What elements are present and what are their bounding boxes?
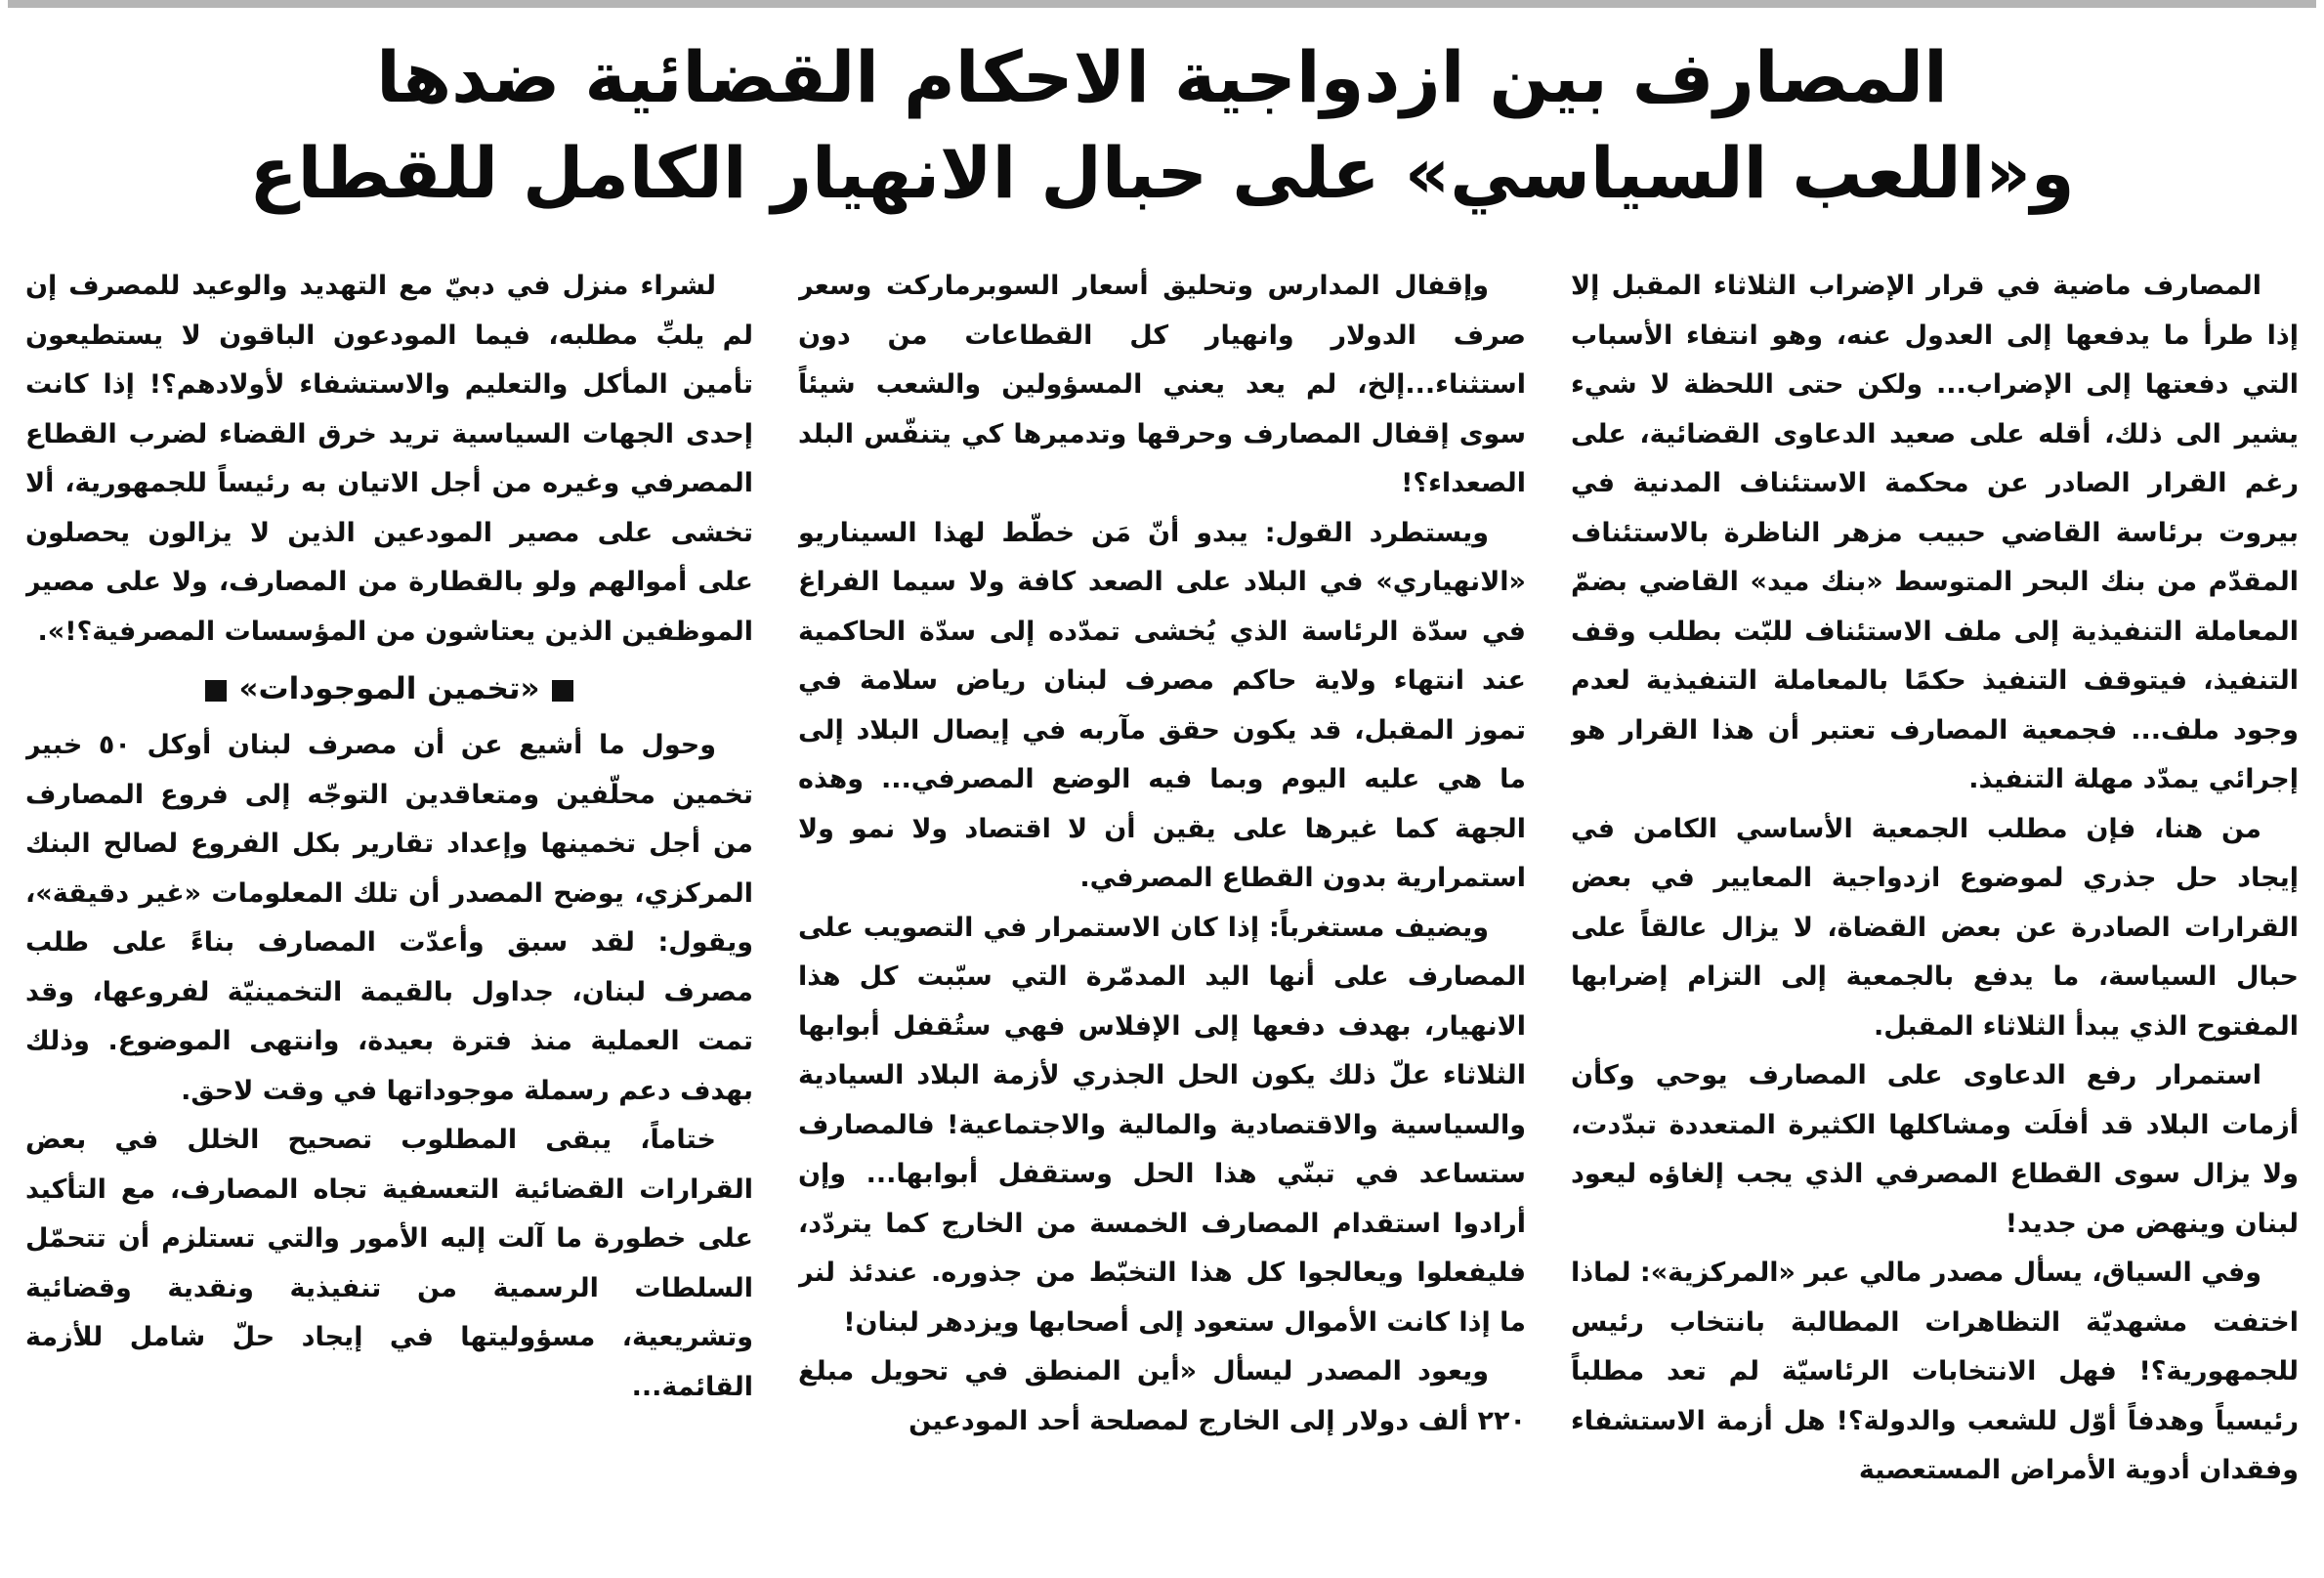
paragraph: ختاماً، يبقى المطلوب تصحيح الخلل في بعض القرارات القضائية التعسفية تجاه المصارف، مع التأكيد على خطورة ما آلت إليه الأمور والتي تستلزم أن تتحمّل السلطات الرسمية من تنفيذية ونقدية وقضائية وتشريعية، مسؤوليتها في إيجاد حلّ شامل للأزمة القائمة... bbox=[25, 1125, 753, 1402]
paragraph: من هنا، فإن مطلب الجمعية الأساسي الكامن في إيجاد حل جذري لموضوع ازدواجية المعايير في بعض القرارات الصادرة عن بعض القضاة، لا يزال عالقاً على حبال السياسة، ما يدفع بالجمعية إلى التزام إضرابها المفتوح الذي يبدأ الثلاثاء المقبل. bbox=[1571, 813, 2299, 1042]
paragraph: استمرار رفع الدعاوى على المصارف يوحي وكأن أزمات البلاد قد أفلَت ومشاكلها الكثيرة المتعددة تبدّدت، ولا يزال سوى القطاع المصرفي الذي يجب إلغاؤه ليعود لبنان وينهض من جديد! bbox=[1571, 1060, 2299, 1239]
square-bullet-icon bbox=[205, 680, 227, 702]
paragraph: وحول ما أشيع عن أن مصرف لبنان أوكل ٥٠ خبير تخمين محلّفين ومتعاقدين التوجّه إلى فروع المصارف من أجل تخمينها وإعداد تقارير بكل الفروع لصالح البنك المركزي، يوضح المصدر أن تلك المعلومات «غير دقيقة»، ويقول: لقد سبق وأعدّت المصارف بناءً على طلب مصرف لبنان، جداول بالقيمة التخمينيّة لفروعها، وقد تمت العملية منذ فترة بعيدة، وانتهى الموضوع. وذلك بهدف دعم رسملة موجوداتها في وقت لاحق. bbox=[25, 730, 753, 1106]
paragraph: وإقفال المدارس وتحليق أسعار السوبرماركت وسعر صرف الدولار وانهيار كل القطاعات من دون استثناء...إلخ، لم يعد يعني المسؤولين والشعب شيئاً سوى إقفال المصارف وحرقها وتدميرها كي يتنفّس البلد الصعداء؟! bbox=[798, 271, 1526, 498]
article-headline bbox=[127, 29, 2197, 244]
column-left bbox=[25, 262, 753, 1564]
headline-line-1: المصارف بين ازدواجية الاحكام القضائية ضدها bbox=[376, 36, 1948, 118]
paragraph: ويضيف مستغرباً: إذا كان الاستمرار في التصويب على المصارف على أنها اليد المدمّرة التي سبّبت كل هذا الانهيار، بهدف دفعها إلى الإفلاس فهي ستُقفل أبوابها الثلاثاء علّ ذلك يكون الحل الجذري لأزمة البلاد السيادية والسياسية والاقتصادية والمالية والاجتماعية! فالمصارف ستساعد في تبنّي هذا الحل وستقفل أبوابها... وإن أرادوا استقدام المصارف الخمسة من الخارج كما يتردّد، فليفعلوا ويعالجوا كل هذا التخبّط من جذوره. عندئذ لنر ما إذا كانت الأموال ستعود إلى أصحابها ويزدهر لبنان! bbox=[798, 912, 1526, 1338]
article-body bbox=[25, 262, 2299, 1564]
top-rule bbox=[8, 0, 2316, 8]
headline-line-2: و«اللعب السياسي» على حبال الانهيار الكامل للقطاع bbox=[249, 132, 2075, 214]
paragraph: ويعود المصدر ليسأل «أين المنطق في تحويل مبلغ ٢٢٠ ألف دولار إلى الخارج لمصلحة أحد المودعين bbox=[798, 1356, 1526, 1436]
column-right bbox=[1571, 262, 2299, 1564]
paragraph: لشراء منزل في دبيّ مع التهديد والوعيد للمصرف إن لم يلبِّ مطلبه، فيما المودعون الباقون لا يستطيعون تأمين المأكل والتعليم والاستشفاء لأولادهم؟! إذا كانت إحدى الجهات السياسية تريد خرق القضاء لضرب القطاع المصرفي وغيره من أجل الاتيان به رئيساً للجمهورية، ألا تخشى على مصير المودعين الذين لا يزالون يحصلون على أموالهم ولو بالقطارة من المصارف، ولا على مصير الموظفين الذين يعتاشون من المؤسسات المصرفية؟!». bbox=[25, 271, 753, 647]
column-middle bbox=[798, 262, 1526, 1564]
square-bullet-icon bbox=[552, 680, 573, 702]
paragraph: ويستطرد القول: يبدو أنّ مَن خطّط لهذا السيناريو «الانهياري» في البلاد على الصعد كافة ولا سيما الفراغ في سدّة الرئاسة الذي يُخشى تمدّده إلى سدّة الحاكمية عند انتهاء ولاية حاكم مصرف لبنان رياض سلامة في تموز المقبل، قد يكون حقق مآربه في إيصال البلاد إلى ما هي عليه اليوم وبما فيه الوضع المصرفي... وهذه الجهة كما غيرها على يقين أن لا اقتصاد ولا نمو ولا استمرارية بدون القطاع المصرفي. bbox=[798, 517, 1526, 893]
section-subhead bbox=[25, 664, 753, 713]
paragraph: المصارف ماضية في قرار الإضراب الثلاثاء المقبل إلا إذا طرأ ما يدفعها إلى العدول عنه، وهو انتفاء الأسباب التي دفعتها إلى الإضراب... ولكن حتى اللحظة لا شيء يشير الى ذلك، أقله على صعيد الدعاوى القضائية، على رغم القرار الصادر عن محكمة الاستئناف المدنية في بيروت برئاسة القاضي حبيب مزهر الناظرة بالاستئناف المقدّم من بنك البحر المتوسط «بنك ميد» القاضي بضمّ المعاملة التنفيذية إلى ملف الاستئناف للبّت بطلب وقف التنفيذ، فيتوقف التنفيذ حكمًا بالمعاملة التنفيذية لعدم وجود ملف... فجمعية المصارف تعتبر أن هذا القرار هو إجرائي يمدّد مهلة التنفيذ. bbox=[1571, 271, 2299, 794]
paragraph: وفي السياق، يسأل مصدر مالي عبر «المركزية»: لماذا اختفت مشهديّة التظاهرات المطالبة بانتخاب رئيس للجمهورية؟! فهل الانتخابات الرئاسيّة لم تعد مطلباً رئيسياً وهدفاً أوّل للشعب والدولة؟! هل أزمة الاستشفاء وفقدان أدوية الأمراض المستعصية bbox=[1571, 1258, 2299, 1485]
subhead-text: «تخمين الموجودات» bbox=[238, 671, 540, 706]
